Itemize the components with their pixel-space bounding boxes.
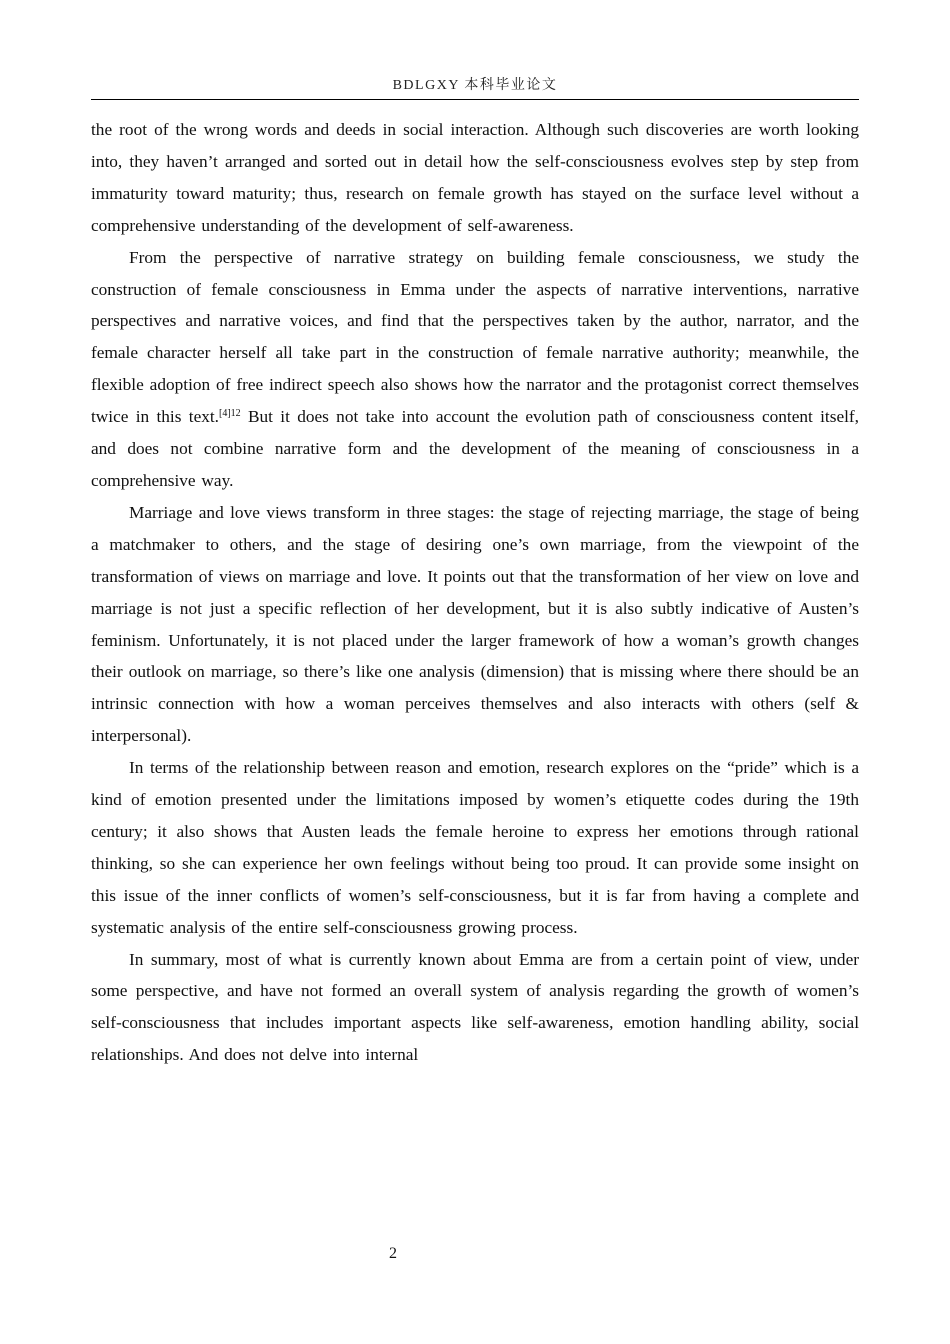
- citation-marker: [4]12: [219, 408, 241, 420]
- paragraph-5: In summary, most of what is currently known about Emma are from a certain point of view, under some perspective, and have not formed an overall system of analysis regarding the growth of women’s self-consciousness that includes important aspects like self-awareness, emotion handling ability, social relationships. And does not delve into internal: [91, 949, 859, 1065]
- main-text: [91, 114, 859, 1071]
- paragraph-4: In terms of the relationship between reason and emotion, research explores on the “pride” which is a kind of emotion presented under the limitations imposed by women’s etiquette codes during the 19th century; it also shows that Austen leads the female heroine to express her emotions through rational thinking, so she can experience her own feelings without being too proud. It can provide some insight on this issue of the inner conflicts of women’s self-consciousness, but it is far from having a complete and systematic analysis of the entire self-consciousness growing process.: [91, 758, 859, 937]
- page-number: 2: [389, 1245, 397, 1262]
- header-rule: [91, 99, 859, 100]
- paragraph-3: Marriage and love views transform in three stages: the stage of rejecting marriage, the stage of being a matchmaker to others, and the stage of desiring one’s own marriage, from the viewpoint of the transformation of views on marriage and love. It points out that the transformation of her view on love and marriage is not just a specific reflection of her development, but it is also subtly indicative of Austen’s feminism. Unfortunately, it is not placed under the larger framework of how a woman’s growth changes their outlook on marriage, so there’s like one analysis (dimension) that is missing where there should be an intrinsic connection with how a woman perceives themselves and also interacts with others (self & interpersonal).: [91, 502, 859, 746]
- paragraph-2: [91, 242, 859, 497]
- paragraph-1: the root of the wrong words and deeds in social interaction. Although such discoveries are worth looking into, they haven’t arranged and sorted out in detail how the self-consciousness evolves step by step from immaturity toward maturity; thus, research on female growth has stayed on the surface level without a comprehensive understanding of the development of self-awareness.: [91, 120, 859, 235]
- paragraph-2-text-before: From the perspective of narrative strategy on building female consciousness, we study the construction of female consciousness in Emma under the aspects of narrative interventions, narrative perspectives and narrative voices, and find that the perspectives taken by the author, narrator, and the female character herself all take part in the construction of female narrative authority; meanwhile, the flexible adoption of free indirect speech also shows how the narrator and the protagonist correct themselves twice in this text.: [91, 247, 859, 427]
- paragraph-2-text-after: But it does not take into account the evolution path of consciousness content itself, and does not combine narrative form and the development of the meaning of consciousness in a comprehensive way.: [91, 407, 859, 490]
- running-header: BDLGXY 本科毕业论文: [392, 78, 558, 93]
